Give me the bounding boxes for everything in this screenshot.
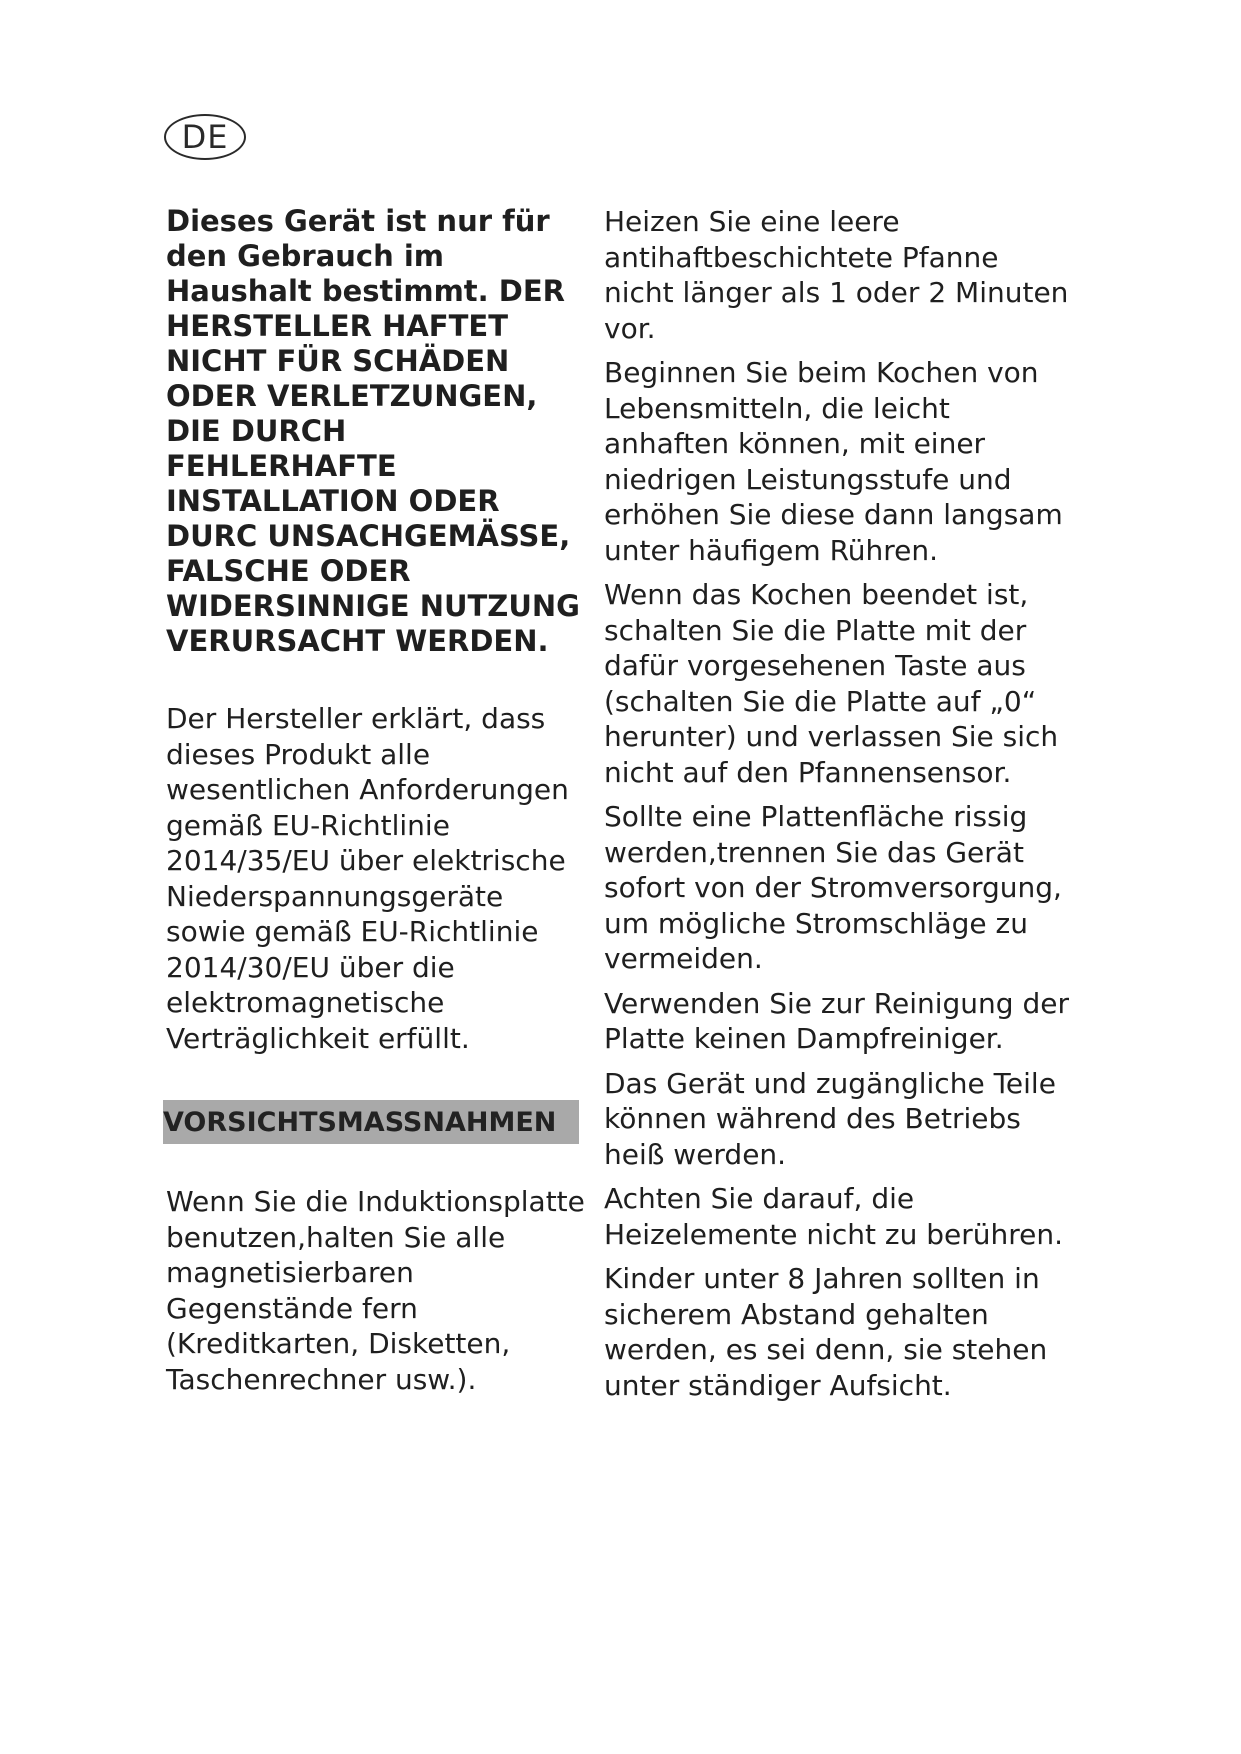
low-power-start-paragraph: Beginnen Sie beim Kochen von Lebensmitteln, die leicht anhaften können, mit einer niedrigen Leistungsstufe und erhöhen Sie diese dann langsam unter häufigem Rühren. [604,356,1063,567]
switch-off-paragraph: Wenn das Kochen beendet ist, schalten Sie die Platte mit der dafür vorgesehenen Taste aus (schalten Sie die Platte auf „0“ herunter) und verlassen Sie sich nicht auf den Pfannensensor. [604,578,1059,789]
heating-elements-paragraph: Achten Sie darauf, die Heizelemente nicht zu berühren. [604,1182,1064,1251]
preheat-pan-paragraph: Heizen Sie eine leere antihaftbeschichtete Pfanne nicht länger als 1 oder 2 Minuten vor. [604,205,1069,345]
precautions-heading: VORSICHTSMASSNAHMEN [163,1100,579,1144]
magnetic-items-warning: Wenn Sie die Induktionsplatte benutzen,halten Sie alle magnetisierbaren Gegenstände fern (Kreditkarten, Disketten, Taschenrechner usw.). [166,1185,585,1396]
household-use-warning: Dieses Gerät ist nur für den Gebrauch im Haushalt bestimmt. DER HERSTELLER HAFTET NICHT FÜR SCHÄDEN ODER VERLETZUNGEN, DIE DURCH FEHLERHAFTE INSTALLATION ODER DURC UNSACHGEMÄSSE, FALSCHE ODER WIDERSINNIGE NUTZUNG VERURSACHT WERDEN. [166,204,580,658]
hot-parts-paragraph: Das Gerät und zugängliche Teile können während des Betriebs heiß werden. [604,1066,1056,1171]
cracked-surface-paragraph: Sollte eine Plattenfläche rissig werden,trennen Sie das Gerät sofort von der Stromversorgung, um mögliche Stromschläge zu vermeiden. [604,800,1062,975]
left-column [163,204,586,1397]
no-steam-cleaner-paragraph: Verwenden Sie zur Reinigung der Platte keinen Dampfreiniger. [604,986,1069,1055]
children-safety-paragraph: Kinder unter 8 Jahren sollten in sicherem Abstand gehalten werden, es sei denn, sie stehen unter ständiger Aufsicht. [604,1262,1048,1402]
conformity-declaration: Der Hersteller erklärt, dass dieses Produkt alle wesentlichen Anforderungen gemäß EU-Richtlinie 2014/35/EU über elektrische Niederspannungsgeräte sowie gemäß EU-Richtlinie 2014/30/EU über die elektromagnetische Verträglichkeit erfüllt. [166,702,569,1055]
right-column [604,204,1074,1412]
language-badge: DE [164,114,246,160]
